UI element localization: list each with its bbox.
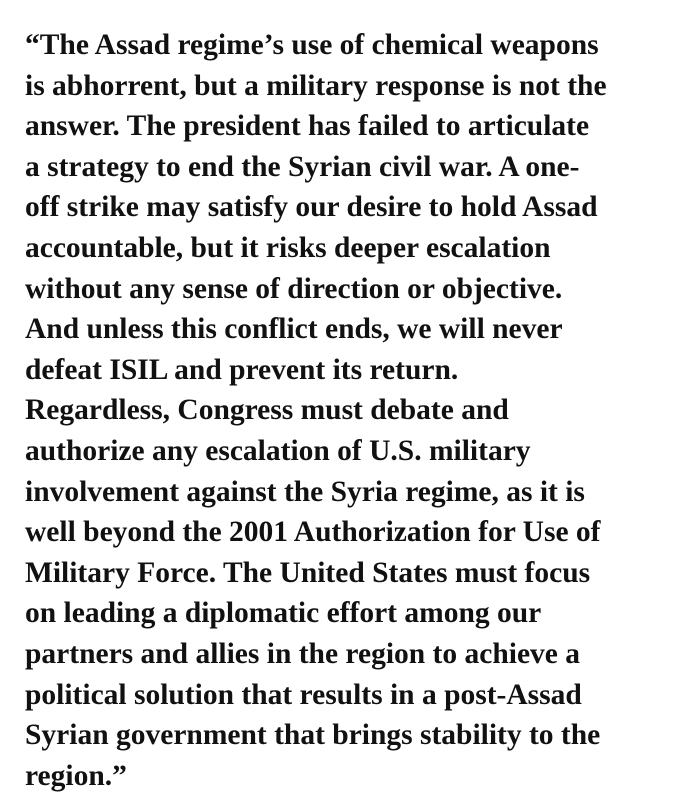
quote-line: authorize any escalation of U.S. military <box>25 434 531 467</box>
quote-line: defeat ISIL and prevent its return. <box>25 353 459 386</box>
quote-line: on leading a diplomatic effort among our <box>25 597 542 630</box>
quote-line: political solution that results in a post-Assad <box>25 678 582 711</box>
statement-quote <box>25 25 675 796</box>
quote-line: Regardless, Congress must debate and <box>25 394 509 427</box>
quote-line: Military Force. The United States must focus <box>25 556 591 589</box>
quote-line: without any sense of direction or objective. <box>25 272 563 305</box>
quote-line: a strategy to end the Syrian civil war. A one- <box>25 150 580 183</box>
quote-line: “The Assad regime’s use of chemical weapons <box>25 29 599 61</box>
quote-line: off strike may satisfy our desire to hold Assad <box>25 191 598 224</box>
quote-line: answer. The president has failed to articulate <box>25 110 590 143</box>
quote-line: involvement against the Syria regime, as it is <box>25 475 585 508</box>
quote-line: well beyond the 2001 Authorization for Use of <box>25 516 601 549</box>
quote-line: partners and allies in the region to achieve a <box>25 637 581 670</box>
quote-line: Syrian government that brings stability to the <box>25 719 601 752</box>
quote-line: accountable, but it risks deeper escalation <box>25 231 551 264</box>
quote-line: And unless this conflict ends, we will never <box>25 313 563 346</box>
quote-line: is abhorrent, but a military response is not the <box>25 69 607 102</box>
quote-line: region.” <box>25 759 127 792</box>
